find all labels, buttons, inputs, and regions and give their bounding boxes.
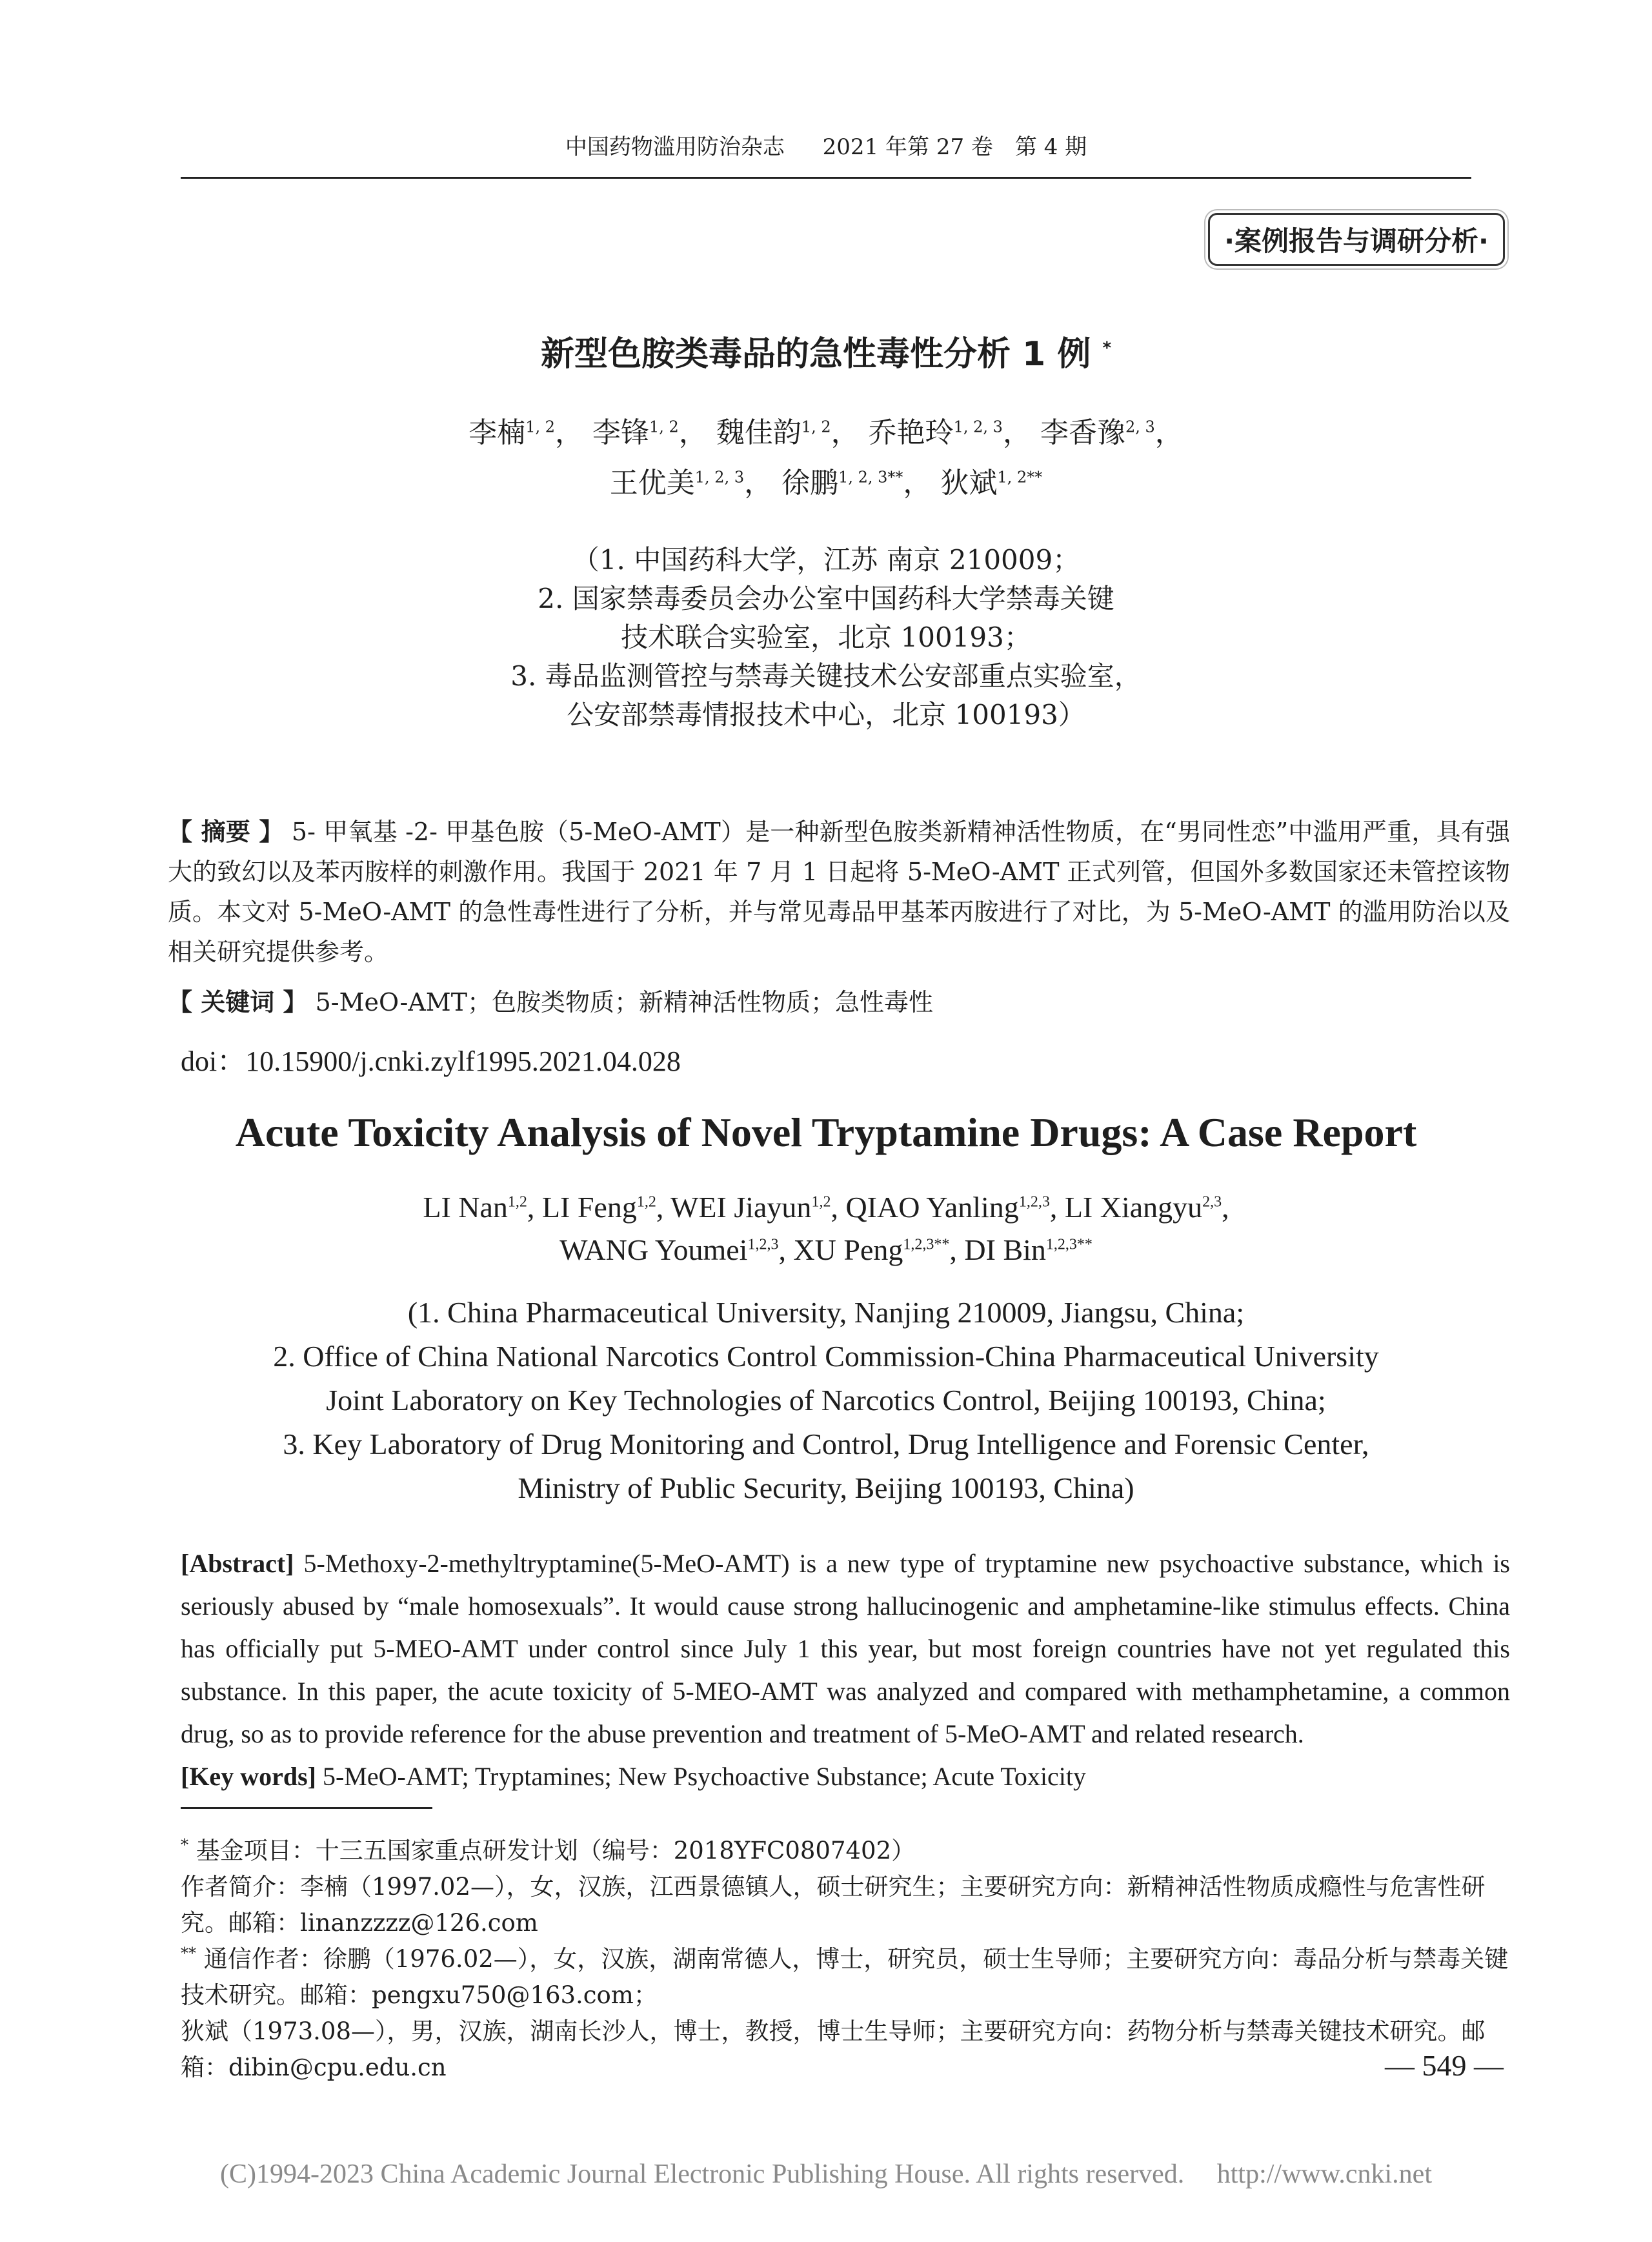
abstract-cn-text: 5- 甲氧基 -2- 甲基色胺（5-MeO-AMT）是一种新型色胺类新精神活性物质，在“男同性恋”中滥用严重，具有强大的致幻以及苯丙胺样的刺激作用。我国于 2021 年 7 月 1 日起将 5-MeO-AMT 正式列管，但国外多数国家还未管控该物质。本文对 5-MeO-AMT 的急性毒性进行了分析，并与常见毒品甲基苯丙胺进行了对比，为 5-MeO-AMT 的滥用防治以及相关研究提供参考。 (168, 818, 1510, 966)
copyright-url: http://www.cnki.net (1216, 2159, 1432, 2189)
footnote-corresponding-2: 狄斌（1973.08—），男，汉族，湖南长沙人，博士，教授，博士生导师；主要研究方向：药物分析与禁毒关键技术研究。邮箱：dibin@cpu.edu.cn (181, 2017, 1486, 2081)
journal-name: 中国药物滥用防治杂志 (565, 134, 785, 160)
keywords-en (181, 1755, 1510, 1798)
copyright-watermark (0, 2159, 1652, 2190)
footnote-rule (181, 1807, 432, 1809)
author-cn: 李楠$^{1, 2}$ (468, 416, 556, 449)
affiliation-cn-line: 公安部禁毒情报技术中心，北京 100193） (567, 699, 1085, 731)
authors-en (0, 1186, 1652, 1271)
footnotes (181, 1833, 1510, 2086)
footnote-author-intro: 作者简介：李楠（1997.02—），女，汉族，江西景德镇人，硕士研究生；主要研究方向：新精神活性物质成瘾性与危害性研究。邮箱：linanzzzz@126.com (181, 1873, 1486, 1937)
affiliation-cn-line: 3. 毒品监测管控与禁毒关键技术公安部重点实验室， (510, 660, 1142, 692)
page-number: — 549 — (1385, 2049, 1504, 2082)
author-en: WANG Youmei$^{1,2,3}$ (559, 1233, 779, 1266)
keywords-en-label: [Key words] (181, 1762, 316, 1791)
author-cn: 李香豫$^{2, 3}$ (1040, 416, 1155, 449)
authors-cn (0, 408, 1652, 509)
title-cn-text: 新型色胺类毒品的急性毒性分析 1 例 (540, 335, 1091, 374)
affiliation-en-line: 2. Office of China National Narcotics Control Commission-China Pharmaceutical University (273, 1340, 1379, 1373)
title-cn-footnote-mark: * (1102, 338, 1112, 358)
affiliation-en-line: Joint Laboratory on Key Technologies of Narcotics Control, Beijing 100193, China; (326, 1384, 1326, 1417)
authors-en-line1: LI Nan$^{1,2}$, LI Feng$^{1,2}$, WEI Jiayun$^{1,2}$, QIAO Yanling$^{1,2,3}$, LI Xiangyu$^{2,3}$, (423, 1191, 1229, 1224)
running-header (0, 129, 1652, 161)
author-cn: 狄斌$^{1, 2**}$ (940, 467, 1043, 500)
author-cn: 徐鹏$^{1, 2, 3**}$ (781, 467, 903, 500)
authors-cn-line1: 李楠$^{1, 2}$， 李锋$^{1, 2}$， 魏佳韵$^{1, 2}$， 乔艳玲$^{1, 2, 3}$， 李香豫$^{2, 3}$， (468, 416, 1184, 449)
affiliation-en-line: (1. China Pharmaceutical University, Nanjing 210009, Jiangsu, China; (407, 1296, 1245, 1329)
title-cn (0, 327, 1652, 375)
issue-info: 2021 年第 27 卷 第 4 期 (822, 134, 1087, 160)
abstract-en-text: 5-Methoxy-2-methyltryptamine(5-MeO-AMT) is a new type of tryptamine new psychoactive substance, which is seriously abused by “male homosexuals”. It would cause strong hallucinogenic and amphetamine-like stimulus effects. China has officially put 5-MEO-AMT under control since July 1 this year, but most foreign countries have not yet regulated this substance. In this paper, the acute toxicity of 5-MEO-AMT was analyzed and compared with methamphetamine, a common drug, so as to provide reference for the abuse prevention and treatment of 5-MeO-AMT and related research. (181, 1549, 1511, 1748)
author-en: QIAO Yanling$^{1,2,3}$ (845, 1191, 1050, 1224)
author-en: LI Nan$^{1,2}$ (423, 1191, 527, 1224)
affiliation-en-line: Ministry of Public Security, Beijing 100193, China) (518, 1471, 1134, 1504)
author-en: WEI Jiayun$^{1,2}$ (670, 1191, 831, 1224)
keywords-cn-label: 【 关键词 】 (168, 988, 308, 1016)
header-rule (181, 177, 1471, 179)
author-cn: 李锋$^{1, 2}$ (592, 416, 679, 449)
keywords-cn (168, 982, 1510, 1022)
author-en: LI Feng$^{1,2}$ (541, 1191, 656, 1224)
affiliation-cn-line: 技术联合实验室，北京 100193； (621, 621, 1031, 653)
author-en: LI Xiangyu$^{2,3}$ (1064, 1191, 1222, 1224)
authors-cn-line2: 王优美$^{1, 2, 3}$， 徐鹏$^{1, 2, 3**}$， 狄斌$^{1, 2**}$ (609, 467, 1043, 500)
author-en: DI Bin$^{1,2,3**}$ (964, 1233, 1093, 1266)
author-cn: 王优美$^{1, 2, 3}$ (609, 467, 745, 500)
title-en: Acute Toxicity Analysis of Novel Tryptamine Drugs: A Case Report (235, 1109, 1417, 1155)
footnote-corresponding-1: ** 通信作者：徐鹏（1976.02—），女，汉族，湖南常德人，博士，研究员，硕士生导师；主要研究方向：毒品分析与禁毒关键技术研究。邮箱：pengxu750@163.com； (181, 1944, 1509, 2009)
abstract-cn-label: 【 摘要 】 (168, 818, 284, 846)
section-label: ·案例报告与调研分析· (1208, 213, 1505, 266)
keywords-cn-text: 5-MeO-AMT；色胺类物质；新精神活性物质；急性毒性 (315, 988, 934, 1016)
abstract-en-label: [Abstract] (181, 1549, 294, 1578)
affiliation-cn-line: 2. 国家禁毒委员会办公室中国药科大学禁毒关键 (538, 583, 1114, 614)
author-en: XU Peng$^{1,2,3**}$ (793, 1233, 950, 1266)
abstract-cn (168, 812, 1510, 972)
author-cn: 乔艳玲$^{1, 2, 3}$ (868, 416, 1003, 449)
affiliations-en (0, 1291, 1652, 1510)
abstract-en (181, 1542, 1510, 1755)
footnote-fund: * 基金项目：十三五国家重点研发计划（编号：2018YFC0807402） (181, 1835, 916, 1864)
author-cn: 魏佳韵$^{1, 2}$ (716, 416, 831, 449)
authors-en-line2: WANG Youmei$^{1,2,3}$, XU Peng$^{1,2,3**}$, DI Bin$^{1,2,3**}$ (559, 1233, 1093, 1266)
copyright-text: (C)1994-2023 China Academic Journal Electronic Publishing House. All rights reserved. (220, 2159, 1185, 2189)
keywords-en-text: 5-MeO-AMT; Tryptamines; New Psychoactive Substance; Acute Toxicity (322, 1762, 1086, 1791)
affiliation-en-line: 3. Key Laboratory of Drug Monitoring and Control, Drug Intelligence and Forensic Center, (283, 1428, 1369, 1460)
affiliations-cn (0, 541, 1652, 734)
doi: doi：10.15900/j.cnki.zylf1995.2021.04.028 (181, 1045, 681, 1077)
affiliation-cn-line: （1. 中国药科大学，江苏 南京 210009； (572, 544, 1080, 576)
